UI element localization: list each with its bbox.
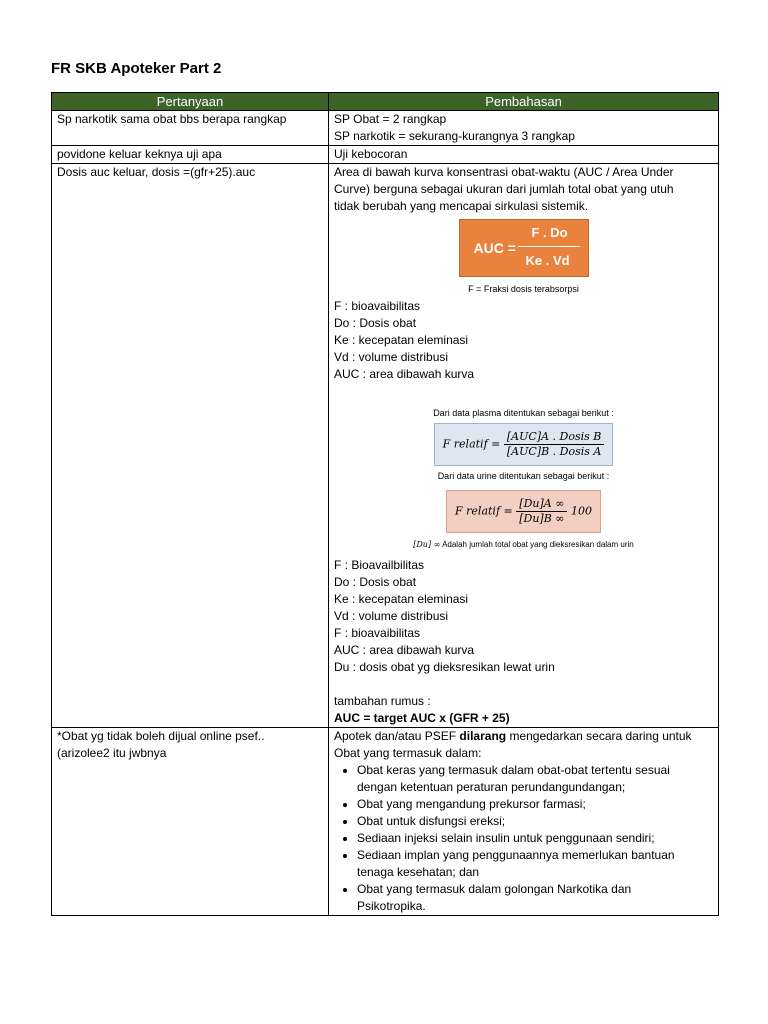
list-item [357, 762, 713, 796]
list-item [357, 881, 713, 915]
answer-line: tidak berubah yang mencapai sirkulasi sistemik. [334, 199, 589, 213]
extra-formula [334, 710, 713, 727]
question-text: povidone keluar keknya uji apa [57, 147, 222, 161]
definition-line: F : bioavaibilitas [334, 299, 421, 313]
qa-table [51, 92, 719, 916]
urine-formula-denominator: [Du]B ∞ [519, 512, 565, 525]
answer-line: Curve) berguna sebagai ukuran dari jumlah total obat yang utuh [334, 182, 674, 196]
list-item-line: tenaga kesehatan; dan [357, 865, 480, 879]
plasma-caption: Dari data plasma ditentukan sebagai berikut : [433, 408, 614, 418]
intro-bold: dilarang [459, 729, 507, 743]
table-row [52, 728, 719, 916]
auc-formula-denominator: Ke . Vd [525, 253, 570, 268]
plasma-formula-fraction [504, 430, 604, 459]
table-header-row [52, 93, 719, 111]
answer-cell [329, 164, 719, 728]
extra-formula-text: AUC = target AUC x (GFR + 25) [334, 711, 510, 725]
list-item [357, 813, 713, 830]
list-item [357, 830, 713, 847]
definition-line: Ke : kecepatan eleminasi [334, 333, 469, 347]
du-note-text: Adalah jumlah total obat yang dieksresikan dalam urin [442, 540, 634, 549]
definition-line: Do : Dosis obat [334, 316, 417, 330]
answer-line: Obat yang termasuk dalam: [334, 746, 482, 760]
auc-caption: F = Fraksi dosis terabsorpsi [468, 284, 579, 294]
definition-line: Vd : volume distribusi [334, 350, 449, 364]
question-text: *Obat yg tidak boleh dijual online psef.. [57, 729, 265, 743]
auc-formula-box [459, 219, 589, 277]
plasma-formula-numerator: [AUC]A . Dosis B [504, 430, 604, 445]
answer-cell [329, 728, 719, 916]
list-item-line: • Obat yang termasuk dalam golongan Narkotika dan [357, 882, 632, 896]
list-item [357, 796, 713, 813]
list-item-line: • Sediaan injeksi selain insulin untuk penggunaan sendiri; [357, 831, 655, 845]
plasma-formula-denominator: [AUC]B . Dosis A [506, 445, 602, 458]
list-item-line: Psikotropika. [357, 899, 426, 913]
auc-formula-numerator: F . Do [531, 225, 568, 240]
answer-line: SP Obat = 2 rangkap [334, 112, 447, 126]
page-title: FR SKB Apoteker Part 2 [51, 60, 222, 77]
header-pertanyaan: Pertanyaan [52, 93, 329, 111]
header-pembahasan: Pembahasan [329, 93, 719, 111]
table-row [52, 164, 719, 728]
answer-cell [329, 111, 719, 146]
plasma-formula-figure [334, 423, 713, 466]
definition-line: F : bioavaibilitas [334, 626, 421, 640]
urine-caption: Dari data urine ditentukan sebagai berikut : [437, 471, 610, 481]
urine-formula-numerator: [Du]A ∞ [516, 497, 567, 512]
definition-line: Ke : kecepatan eleminasi [334, 592, 469, 606]
definition-line: F : Bioavailbilitas [334, 558, 425, 572]
urine-formula-box [446, 490, 601, 533]
list-item [357, 847, 713, 881]
table-row [52, 111, 719, 146]
answer-line [334, 728, 713, 745]
question-cell [52, 146, 329, 164]
question-cell [52, 111, 329, 146]
list-item-line: • Obat untuk disfungsi ereksi; [357, 814, 506, 828]
list-item-line: dengan ketentuan peraturan perundangundangan; [357, 780, 626, 794]
question-text: (arizolee2 itu jwbnya [57, 746, 167, 760]
intro-post: mengedarkan secara daring untuk [506, 729, 692, 743]
definition-line: Du : dosis obat yg dieksresikan lewat urin [334, 660, 555, 674]
list-item-line: • Obat keras yang termasuk dalam obat-obat tertentu sesuai [357, 763, 670, 777]
list-item-line: • Sediaan implan yang penggunaannya memerlukan bantuan [357, 848, 675, 862]
question-text: Sp narkotik sama obat bbs berapa rangkap [57, 112, 287, 126]
urine-formula-multiplier: 100 [570, 504, 592, 518]
answer-cell [329, 146, 719, 164]
fraction-bar [518, 246, 580, 247]
spacer [334, 676, 713, 693]
du-note [334, 539, 713, 551]
auc-formula-lhs: AUC = [473, 240, 516, 256]
definition-line: Do : Dosis obat [334, 575, 417, 589]
urine-formula-figure [334, 490, 713, 533]
question-text: Dosis auc keluar, dosis =(gfr+25).auc [57, 165, 256, 179]
list-item-line: • Obat yang mengandung prekursor farmasi; [357, 797, 586, 811]
question-cell [52, 164, 329, 728]
intro-pre: Apotek dan/atau PSEF [334, 729, 460, 743]
prohibited-list [334, 762, 713, 915]
answer-line: Uji kebocoran [334, 147, 408, 161]
extra-formula-label: tambahan rumus : [334, 694, 431, 708]
urine-formula-lhs: F relatif = [455, 504, 513, 518]
definition-line: Vd : volume distribusi [334, 609, 449, 623]
answer-line: Area di bawah kurva konsentrasi obat-waktu (AUC / Area Under [334, 165, 674, 179]
plasma-formula-lhs: F relatif = [442, 437, 501, 451]
definition-line: AUC : area dibawah kurva [334, 367, 475, 381]
definition-line: AUC : area dibawah kurva [334, 643, 475, 657]
auc-formula-figure [334, 215, 713, 277]
answer-line: SP narkotik = sekurang-kurangnya 3 rangkap [334, 129, 575, 143]
question-cell [52, 728, 329, 916]
urine-formula-fraction [516, 497, 567, 526]
table-row [52, 146, 719, 164]
plasma-formula-box [434, 423, 614, 466]
du-note-symbol: [Du] ∞ [413, 540, 441, 549]
